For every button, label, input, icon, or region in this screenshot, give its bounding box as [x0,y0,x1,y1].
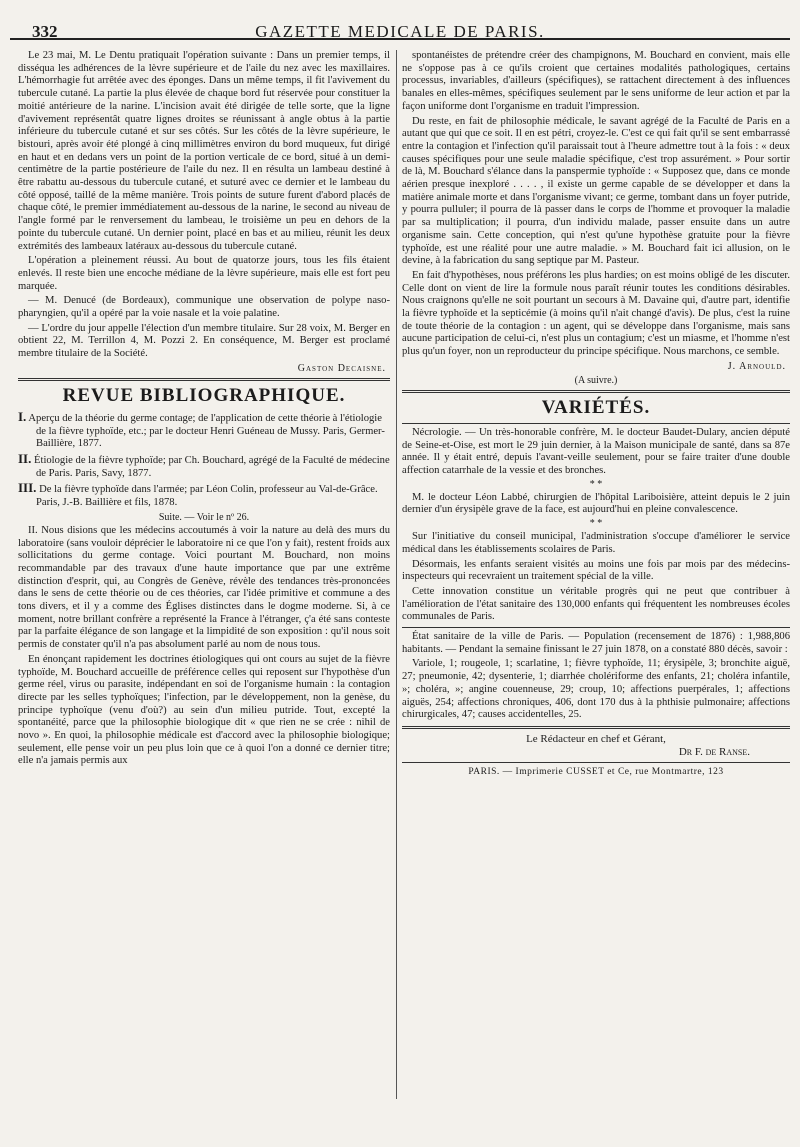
news-paragraph: Cette innovation constitue un véritable progrès qui ne peut que contribuer à l'amélioration de l'état sanitaire des 130,000 enfants qui fréquentent les nombreuses écoles communales de Paris. [402,585,790,623]
article-paragraph: — M. Denucé (de Bordeaux), communique une observation de polype naso-pharyngien, qu'il a opéré par la voie nasale et la voie palatine. [18,295,390,320]
article-paragraph: En énonçant rapidement les doctrines étiologiques qui ont cours au sujet de la fièvre typhoïde, M. Bouchard accueille de préférence celles qui reposent sur l'hypothèse d'un germe réel, virus ou parasite, indépendant en soi de l'organisme humain : la contagion directe par les selles typhoïques; l'infection, par le développement, non la genèse, du principe typhoïque (venu d'où?) au sein d'un milieu putride. Tout, excepté la spontanéité, parce que la philosophie biologique dit « que rien ne se crée : nihil de novo ». En quoi, la philosophie médicale est d'accord avec la philosophie biologique; seulement, elle pense voir un peu plus loin que ce à quoi l'on a donné ce dernier titre; elle n'a jamais permis aux [18,653,390,767]
page-header [10,12,790,40]
statistics-paragraph: État sanitaire de la ville de Paris. — Population (recensement de 1876) : 1,988,806 habitants. — Pendant la semaine finissant le 27 juin 1878, on a constaté 880 décès, savoir : [402,631,790,655]
entry-text: Étiologie de la fièvre typhoïde; par Ch. Bouchard, agrégé de la Faculté de médecine de Paris. Paris, Savy, 1877. [34,454,390,479]
news-paragraph: M. le docteur Léon Labbé, chirurgien de l'hôpital Lariboisière, atteint depuis le 2 juin dernier d'un érysipèle grave de la face, est aujourd'hui en pleine convalescence. [402,491,790,516]
news-paragraph: Sur l'initiative du conseil municipal, l'administration s'occupe d'améliorer le service médical dans les établissements scolaires de Paris. [402,531,790,555]
entry-number: III. [18,480,37,496]
section-divider [18,378,390,381]
article-paragraph: Du reste, en fait de philosophie médicale, le savant agrégé de la Faculté de Paris en a autant que qui que ce soit. Il en est pétri, croyez-le. C'est ce qui fait qu'il se sent embarrassé entre la contagion et l'infection qu'il paraissait tout à l'heure admettre tout à la fois : « deux causes spécifiques pour une seule maladie spécifique, c'est trop assurément. » Pour sortir de là, M. Bouchard s'élance dans la panspermie typhoïde : « Supposez que, dans ce monde aérien presque inexploré . . . . , il existe un germe capable de se développer et dans la matière animale morte et dans l'organisme vivant; ce germe, tombant dans un foyer putride, y pourra pulluler; il pourra de là passer dans le corps de l'homme et provoquer la maladie par sa multiplication; il pourra, d'un individu malade, passer ensuite dans un autre organisme sain. Cette conception, qui n'est qu'une hypothèse gratuite pour la fièvre typhoïde, est une réalité pour une autre maladie. » M. Bouchard fait ici allusion, on le devine, à la fabrication du sang septique par M. Pasteur. [402,115,790,267]
article-paragraph: II. Nous disions que les médecins accoutumés à voir la nature au delà des murs du laboratoire (sans vouloir déprécier le laboratoire ni ce que l'on y fait), restent froids aux sollicitations du germe contage. Voici pourtant M. Bouchard, non moins recommandable par des travaux d'une haute importance que par une extrême distinction d'esprit, qui, au Congrès de Genève, révèle des tendances très-prononcées dans le sens de cette théorie ou de ces théories, car l'idée primitive et commune a des tons divers, et il y a comme des Églises distinctes dans le dogme moderne. Si, à ce moment, notre brillant confrère a représenté la France à l'étranger, ç'a été sans conteste par la parfaite élégance de son langage et la limpidité de son exposition : qu'il nous soit permis de constater qu'il n'a pas absolument parlé au nom de nous tous. [18,524,390,651]
editor-title: Le Rédacteur en chef et Gérant, [526,732,666,745]
bibliography-entry [18,408,390,451]
news-paragraph: Désormais, les enfants seraient visités au moins une fois par mois par des médecins-inspecteurs qui recevraient un traitement spécial de la ville. [402,558,790,583]
statistics-paragraph: Variole, 1; rougeole, 1; scarlatine, 1; fièvre typhoïde, 11; érysipèle, 3; bronchite aiguë, 27; pneumonie, 42; dysenterie, 1; diarrhée cholériforme des enfants, 21; choléra infantile, »; choléra, »; angine couenneuse, 29; croup, 10; affections puerpérales, 1; affections aiguës, 254; affections chroniques, 406, dont 170 dus à la phthisie pulmonaire; affections chirurgicales, 47; causes accidentelles, 25. [402,658,790,721]
bibliography-entry [18,482,390,509]
editor-credit [402,733,790,759]
section-title: VARIÉTÉS. [541,396,651,418]
author-signature: J. Arnould. [727,360,786,372]
columns [18,50,790,1139]
asterism: * * [589,478,603,490]
column-divider [396,50,397,1099]
section-divider [402,762,790,763]
editor-name: Dr F. de Ranse. [678,745,750,758]
page-number: 332 [32,22,58,41]
section-divider [402,627,790,628]
entry-number: I. [18,408,27,424]
section-divider [402,390,790,393]
article-paragraph: En fait d'hypothèses, nous préférons les plus hardies; on est moins obligé de les discuter. Celle dont on vient de lire la formule nous paraît réunir toutes les conditions désirables. Nous craignons qu'elle ne soit pourtant un secours à M. Davaine qui, d'autre part, identifie la fièvre typhoïde et la septicémie (à moins qu'il n'ait changé d'avis). De plus, c'est la ruine de toute théorie de la contagion : un agent, qui se développe dans l'organisme, mais sans aucune participation de celui-ci, n'est plus un contagium; c'est un miasme, et l'homme n'est plus qu'un foyer, non un reproducteur du principe spécifique. Nous marchons, ce semble. [402,269,790,358]
bibliography-entry [18,450,390,480]
article-paragraph: spontanéistes de prétendre créer des champignons, M. Bouchard en convient, mais elle ne s'oppose pas à ce qu'ils croient que certaines modalités pathologiques, certains processus, invariables, d'ailleurs (spécifiques), se rattachent directement à des influences banales en elles-mêmes, spécifiques seulement par le sens uniforme de leur action et par la façon uniforme dont l'organisme en traduit l'impression. [402,50,790,112]
continuation-note: Suite. — Voir le nº 26. [158,511,250,523]
entry-text: Aperçu de la théorie du germe contage; de l'application de cette théorie à l'étiologie de la fièvre typhoïde, etc.; par le docteur Henri Guéneau de Mussy. Paris, Germer-Baillière, 1877. [28,412,385,450]
right-column [402,50,790,1139]
entry-number: II. [18,450,32,466]
article-paragraph: — L'ordre du jour appelle l'élection d'un membre titulaire. Sur 28 voix, M. Berger en obtient 22, M. Terrillon 4, M. Pozzi 2. En conséquence, M. Berger est proclamé membre titulaire de la Société. [18,322,390,360]
author-signature: Gaston Decaisne. [297,362,386,374]
article-paragraph: L'opération a pleinement réussi. Au bout de quatorze jours, tous les fils étaient enlevés. Il reste bien une encoche médiane de la lèvre supérieure, mais elle est fort peu marquée. [18,255,390,292]
article-paragraph: Le 23 mai, M. Le Dentu pratiquait l'opération suivante : Dans un premier temps, il disséqua les adhérences de la lèvre supérieure et de l'aile du nez avec les maxillaires. L'hémorrhagie fut arrêtée avec des éponges. Dans un même temps, il fit l'avivement du tubercule cutané. La partie la plus élevée de chaque bord fut réservée pour constituer la moitié antérieure de la narine. L'incision avait été dirigée de telle sorte, que la ligne d'avivement représentât quatre lignes droites se réunissant à angle obtus à la partie inférieure du tubercule cutané et sur ses côtés. Sur les côtés de la lèvre supérieure, le bistouri, après avoir été plongé à cinq millimètres environ du bord muqueux, fut dirigé en haut et en dedans vers un point de la portion verticale de ce bord, situé à un demi-centimètre de la partie postérieure de l'aile du nez. Il en résulta un lambeau destiné à être rabattu au-dessous du tubercule cutané, et suturé avec ce dernier et le lambeau du côté opposé, taillé de la même manière. Trois points de suture furent d'abord placés de chaque côté, le premier immédiatement au-dessous de la narine, le second au niveau de l'angle formé par le renversement du lambeau, le troisième un peu en dehors de la pointe du tubercule cutané. Un dernier point, placé en bas et au milieu, réunit les deux extrémités des lambeaux latéraux au-dessous du tubercule cutané. [18,50,390,252]
journal-title: GAZETTE MEDICALE DE PARIS. [255,22,545,41]
to-be-continued: (A suivre.) [574,374,618,386]
section-title: REVUE BIBLIOGRAPHIQUE. [62,384,346,406]
printer-imprint: PARIS. — Imprimerie CUSSET et Ce, rue Montmartre, 123 [468,766,724,777]
section-divider [402,423,790,424]
news-paragraph: Nécrologie. — Un très-honorable confrère, M. le docteur Baudet-Dulary, ancien député de Seine-et-Oise, est mort le 29 juin dernier, à la Maison municipale de santé, dans sa 87e année. Il y était entré, depuis l'avant-veille seulement, pour se faire traiter d'une double affection catarrhale de la vessie et des bronches. [402,426,790,476]
entry-text: De la fièvre typhoïde dans l'armée; par Léon Colin, professeur au Val-de-Grâce. Paris, J.-B. Baillière et fils, 1878. [36,484,378,509]
section-divider [402,726,790,729]
left-column [18,50,390,1139]
asterism: * * [589,518,603,530]
